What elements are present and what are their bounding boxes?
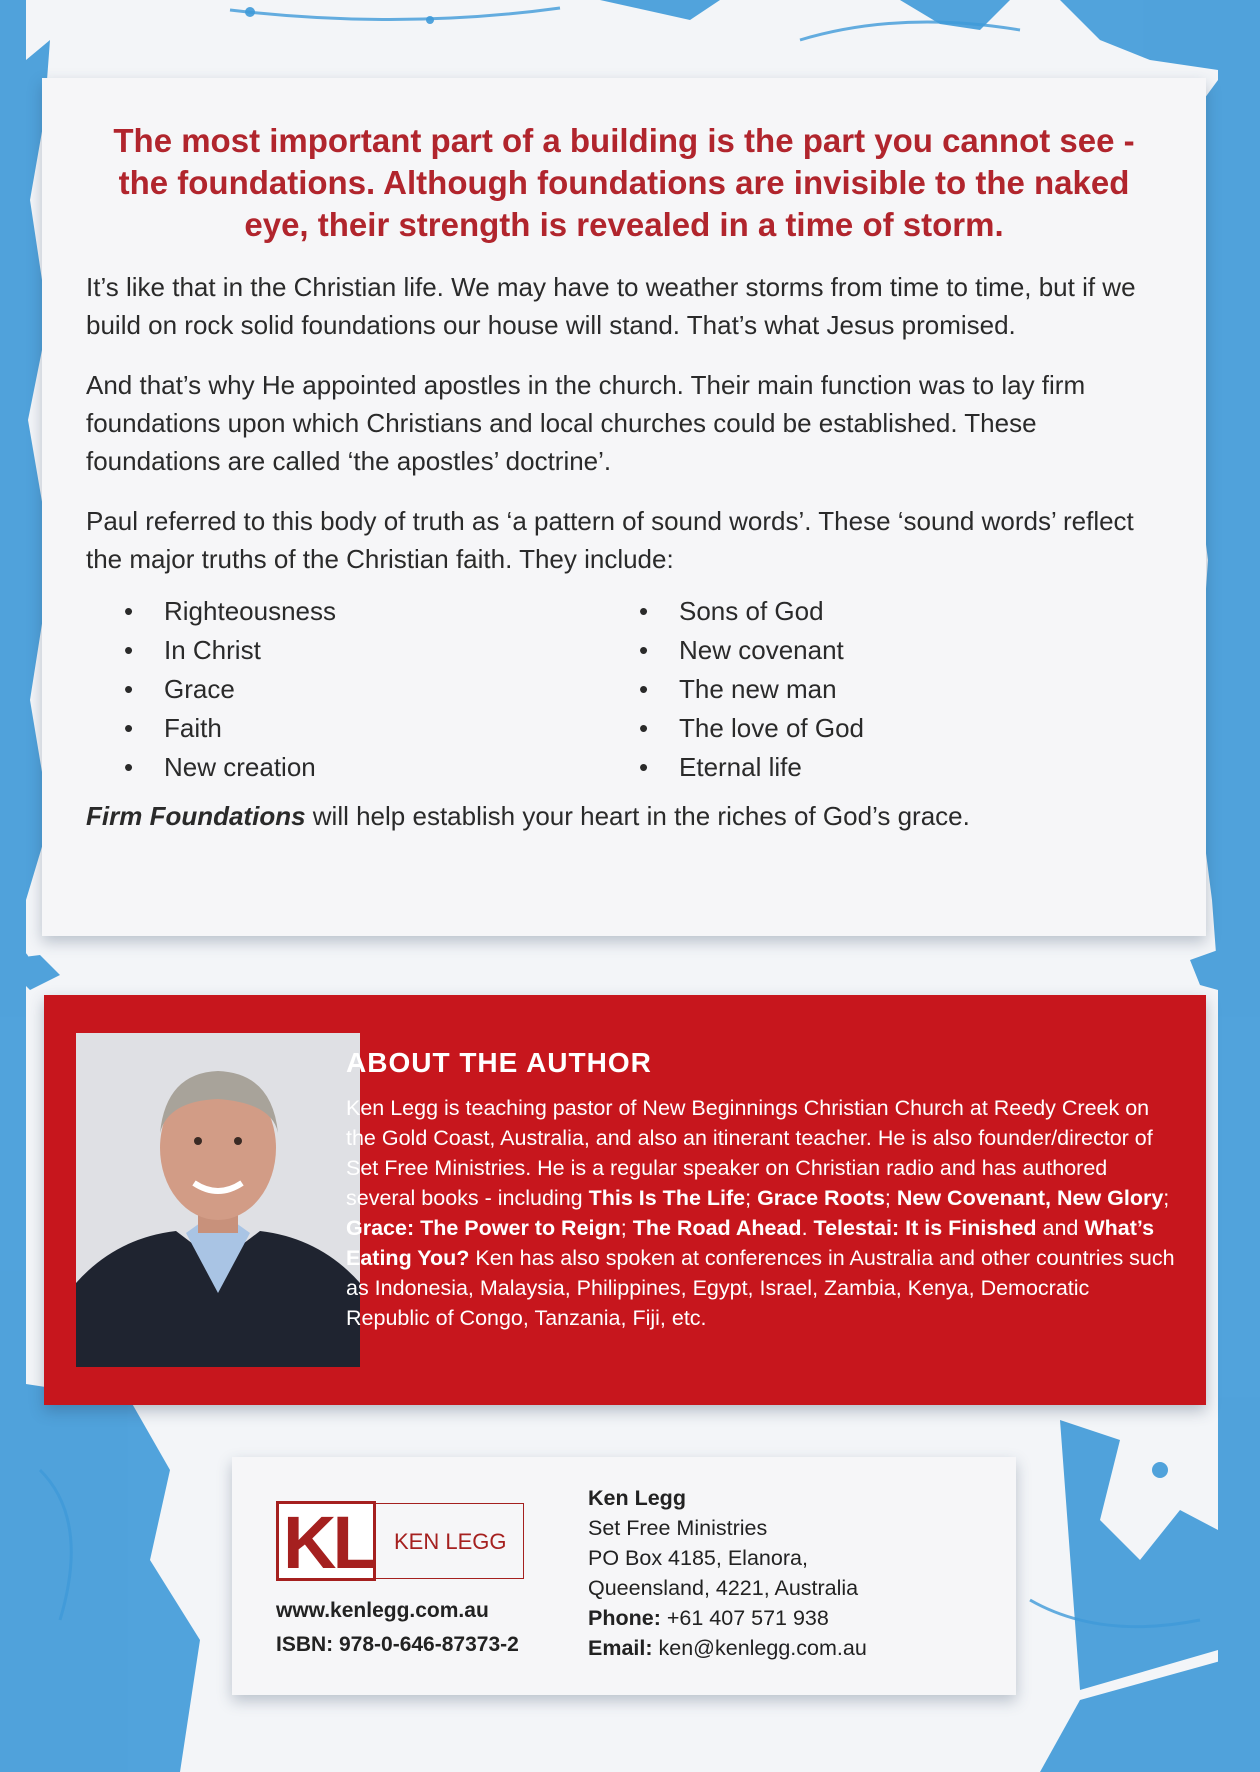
address-line-1: PO Box 4185, Elanora, — [588, 1546, 808, 1570]
closing-line — [86, 797, 1162, 835]
bio-text: . — [801, 1216, 814, 1240]
email-address[interactable]: ken@kenlegg.com.au — [652, 1636, 867, 1660]
list-item-label: Faith — [164, 713, 222, 743]
paragraph-1: It’s like that in the Christian life. We may have to weather storms from time to time, but if we build on rock solid foundations our house will stand. That’s what Jesus promised. — [86, 272, 1136, 340]
bullet-icon: • — [124, 752, 134, 782]
bullet-icon: • — [124, 635, 134, 665]
list-item-label: New creation — [164, 752, 316, 782]
list-item — [601, 709, 1116, 748]
bio-text: Ken Legg is teaching pastor of New Beginnings Christian Church at Reedy Creek on the Gold Coast, Australia, and also an itinerant teacher. He is also founder/director of Set Free Ministries. He is a regular speaker on Christian radio and has authored several books - including — [346, 1096, 1153, 1210]
list-item — [86, 748, 601, 787]
list-item-label: The new man — [679, 674, 837, 704]
bullet-icon: • — [124, 713, 134, 743]
phone-number: +61 407 571 938 — [660, 1606, 829, 1630]
contact-address — [588, 1483, 867, 1663]
about-author-heading: ABOUT THE AUTHOR — [346, 1047, 652, 1078]
headline: The most important part of a building is the part you cannot see - the foundations. Although foundations are invisible to the naked eye, their strength is revealed in a time of storm. — [113, 122, 1135, 243]
contact-org: Set Free Ministries — [588, 1516, 768, 1540]
bullet-icon: • — [639, 713, 649, 743]
list-item — [86, 592, 601, 631]
about-author-panel — [44, 995, 1206, 1405]
list-item — [601, 631, 1116, 670]
list-item-label: Eternal life — [679, 752, 802, 782]
bullet-icon: • — [124, 596, 134, 626]
list-item — [601, 748, 1116, 787]
list-item — [86, 709, 601, 748]
author-bio — [346, 1093, 1178, 1333]
logo-wordmark: KEN LEGG — [394, 1529, 507, 1554]
website-link[interactable]: www.kenlegg.com.au — [276, 1599, 489, 1622]
contact-name: Ken Legg — [588, 1486, 686, 1510]
truths-column-left — [86, 592, 601, 787]
email-label: Email: — [588, 1636, 653, 1660]
phone-line — [588, 1603, 867, 1633]
paragraph-2: And that’s why He appointed apostles in the church. Their main function was to lay firm foundations upon which Christians and local churches could be established. These foundations are called ‘the apostles’ doctrine’. — [86, 370, 1086, 476]
truths-list — [86, 592, 1162, 787]
isbn: ISBN: 978-0-646-87373-2 — [276, 1633, 519, 1656]
truths-column-right — [601, 592, 1116, 787]
list-item-label: In Christ — [164, 635, 261, 665]
book-title: Firm Foundations — [86, 801, 306, 831]
book-title: Grace Roots — [757, 1186, 885, 1210]
logo-monogram: KL — [283, 1501, 374, 1584]
bullet-icon: • — [639, 674, 649, 704]
author-photo — [76, 1033, 360, 1367]
phone-label: Phone: — [588, 1606, 661, 1630]
bio-text: ; — [1163, 1186, 1170, 1210]
email-line — [588, 1633, 867, 1663]
logo-monogram-box — [276, 1501, 376, 1584]
bio-text: ; — [884, 1186, 897, 1210]
author-portrait-icon — [76, 1033, 360, 1367]
book-title: Grace: The Power to Reign — [346, 1216, 621, 1240]
blurb-panel — [42, 78, 1206, 936]
list-item — [86, 631, 601, 670]
list-item — [601, 592, 1116, 631]
bio-text: ; — [745, 1186, 758, 1210]
bullet-icon: • — [639, 635, 649, 665]
publisher-logo — [276, 1501, 524, 1583]
book-title: Telestai: It is Finished — [813, 1216, 1037, 1240]
list-item-label: Sons of God — [679, 596, 824, 626]
paragraph-3: Paul referred to this body of truth as ‘a pattern of sound words’. These ‘sound words’ reflect the major truths of the Christian faith. They include: — [86, 506, 1134, 574]
list-item-label: The love of God — [679, 713, 864, 743]
closing-text: will help establish your heart in the riches of God’s grace. — [305, 801, 970, 831]
bio-text: Ken has also spoken at conferences in Australia and other countries such as Indonesia, Malaysia, Philippines, Egypt, Israel, Zambia, Kenya, Democratic Republic of Congo, Tanzania, Fiji, etc. — [346, 1246, 1175, 1330]
list-item-label: Righteousness — [164, 596, 336, 626]
book-title: This Is The Life — [588, 1186, 746, 1210]
book-title: The Road Ahead — [632, 1216, 802, 1240]
list-item — [86, 670, 601, 709]
bullet-icon: • — [124, 674, 134, 704]
bio-text: and — [1036, 1216, 1085, 1240]
bullet-icon: • — [639, 752, 649, 782]
address-line-2: Queensland, 4221, Australia — [588, 1576, 859, 1600]
list-item — [601, 670, 1116, 709]
list-item-label: New covenant — [679, 635, 844, 665]
bullet-icon: • — [639, 596, 649, 626]
bio-text: ; — [620, 1216, 633, 1240]
book-title: New Covenant, New Glory — [896, 1186, 1164, 1210]
contact-panel — [232, 1457, 1016, 1695]
book-title: What’s Eating You? — [346, 1216, 1155, 1270]
list-item-label: Grace — [164, 674, 235, 704]
